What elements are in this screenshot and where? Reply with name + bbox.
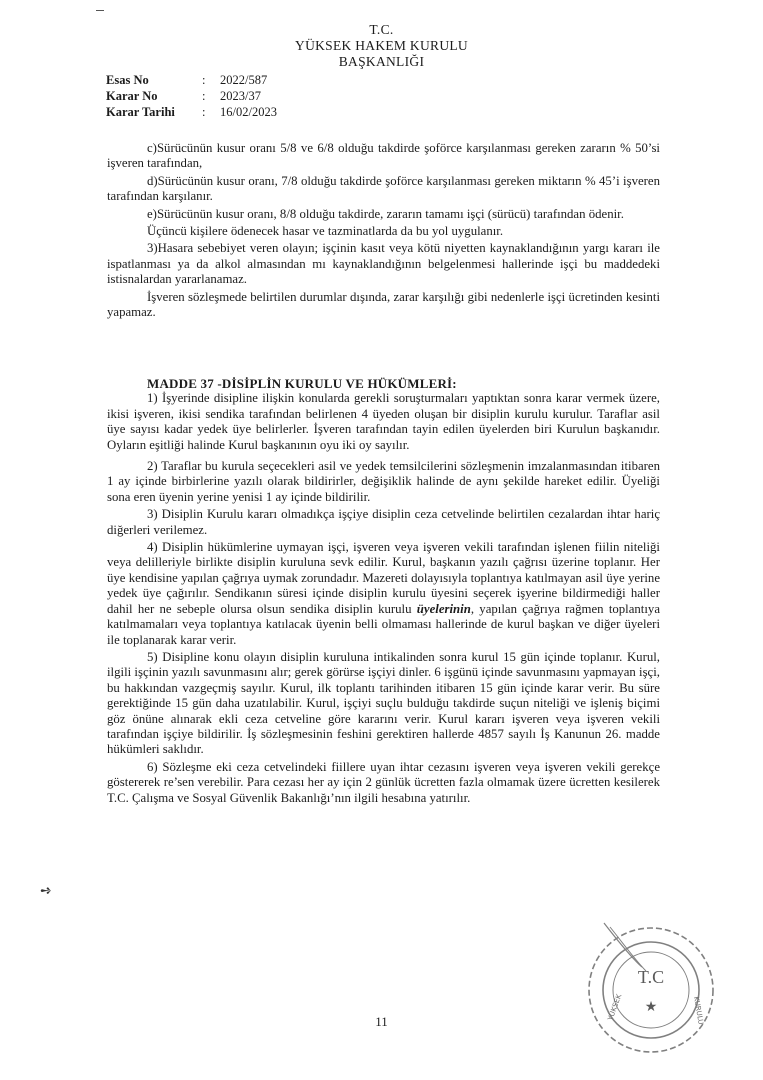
seal-center-text: T.C — [637, 967, 665, 987]
continued-clauses — [107, 141, 660, 320]
article-paragraph-4 — [107, 540, 660, 648]
page-number: 11 — [375, 1014, 388, 1029]
header-line-institution: YÜKSEK HAKEM KURULU — [295, 38, 468, 53]
article-paragraph-4-text: 4) Disiplin hükümlerine uymayan işçi, işveren veya işveren vekili tarafından işlenen fiilin niteliği veya delilleriyle birlikte disiplin kuruluna sevk edilir. Kurul, başkanın yazılı çağrısı üzerine toplanır. Her üye kendisine yapılan çağrıya uymak zorundadır. Mazereti dolayısıyla toplantıya katılmayan asil üye yerine yedek üye çağırılır. Sendikanın süresi içinde disiplin kurulu üyesini seçerek işyerine bildirmediği haller dahil her ne sebeple olursa olsun sendika disiplin kurulu — [107, 540, 660, 616]
header-line-presidency: BAŞKANLIĞI — [338, 54, 425, 69]
meta-separator: : — [202, 105, 206, 119]
scan-tick-mark — [96, 10, 104, 11]
meta-row-karar-tarihi — [106, 104, 277, 120]
meta-label: Karar No — [106, 89, 158, 103]
meta-row-esas — [106, 72, 277, 88]
clause-c: c)Sürücünün kusur oranı 5/8 ve 6/8 olduğu takdirde şoförce karşılanması gereken zararın % 50’si işveren tarafından, — [107, 141, 660, 171]
official-seal-stamp — [576, 915, 726, 1065]
article-paragraph-1: 1) İşyerinde disipline ilişkin konularda gerekli soruşturmaları yaptıktan sonra karar vermek üzere, ikisi işveren, ikisi sendika tarafından belirlenen 4 üyeden oluşan bir disiplin kurulu kurulur. Taraflar asil üye sayısı kadar yedek üye belirlerler. İşveren tarafından tayin edilen üyelerden biri Kurulun başkanıdır. Oyların eşitliği halinde Kurul başkanının oyu iki oy sayılır. — [107, 391, 660, 452]
seal-ring-text-left: YÜKSEK — [606, 993, 624, 1022]
meta-value: 16/02/2023 — [220, 105, 277, 119]
article-paragraph-5: 5) Disipline konu olayın disiplin kuruluna intikalinden sonra kurul 15 gün içinde toplanır. Kurul, ilgili işçinin yazılı savunmasını alır; gerek görürse işçiyi dinler. 6 işgünü içinde savunmasını yapmayan işçi, bu hakkından vazgeçmiş sayılır. Kurul, ilk toplantı tarihinden itibaren 15 gün içinde karar verir. Bu süre gerektiğinde 15 gün daha uzatılabilir. Kurul, işçiyi suçlu bulduğu takdirde suçun niteliği ve işleniş biçimi göz önüne alınarak ekli ceza cetveline göre kararını verir. Kurul kararı işveren veya işveren vekili tarafından işçiye bildirilir. İş sözleşmesinin feshini gerektiren hallerde 4857 sayılı İş Kanunun 26. madde hükümleri saklıdır. — [107, 649, 660, 757]
article-paragraph-6: 6) Sözleşme eki ceza cetvelindeki fiillere uyan ihtar cezasını işveren veya işveren vekili gerekçe göstererek re’sen verebilir. Para cezası her ay için 2 günlük ücretten fazla olmamak üzere ücretten kesilerek T.C. Çalışma ve Sosyal Güvenlik Bakanlığı’nın ilgili hesabına yatırılır. — [107, 759, 660, 805]
clause-e: e)Sürücünün kusur oranı, 8/8 olduğu takdirde, zararın tamamı işçi (sürücü) tarafından ödenir. — [147, 206, 624, 221]
article-heading: MADDE 37 -DİSİPLİN KURULU VE HÜKÜMLERİ: — [147, 376, 457, 391]
meta-row-karar — [106, 88, 277, 104]
meta-value: 2023/37 — [220, 89, 261, 103]
meta-separator: : — [202, 89, 206, 103]
margin-annotation-icon: ➺ — [40, 884, 52, 899]
article-paragraph-3: 3) Disiplin Kurulu kararı olmadıkça işçiye disiplin ceza cetvelinde belirtilen cezalardan ihtar hariç diğerleri verilemez. — [107, 507, 660, 537]
meta-label: Karar Tarihi — [106, 105, 175, 119]
seal-ring-text-right: KURULU — [692, 995, 705, 1026]
article-paragraph-4-text-end: , yapılan çağrıya rağmen toplantıya katılmamaları veya toplantıya katılacak üyenin belli olmaması hallerinde de kurul başkan ve diğer üyeleri ile toplanarak karar verir. — [107, 601, 660, 647]
case-meta — [106, 72, 277, 120]
clause-3: 3)Hasara sebebiyet veren olayın; işçinin kasıt veya kötü niyetten kaynaklandığının yargı kararı ile ispatlanması ya da alkol almasından mı kaynaklandığının belgelenmesi hallerinde işçi bu maddedeki istisnalardan yararlanamaz. — [107, 241, 660, 287]
third-party-clause: Üçüncü kişilere ödenecek hasar ve tazminatlarda da bu yol uygulanır. — [147, 224, 504, 239]
meta-label: Esas No — [106, 73, 149, 87]
meta-separator: : — [202, 73, 206, 87]
article-paragraph-4-emphasis: üyelerinin — [416, 601, 471, 616]
meta-value: 2022/587 — [220, 73, 268, 87]
document-header — [0, 22, 763, 70]
header-line-tc: T.C. — [369, 22, 394, 37]
article-paragraph-2: 2) Taraflar bu kurula seçecekleri asil ve yedek temsilcilerini sözleşmenin imzalanmasından itibaren 1 ay içinde birbirlerine yazılı olarak bildirirler, değişiklik halinde de aynı şekilde hareket edilir. Üyeliği sona eren üyenin yerine yenisi 1 ay içinde bildirilir. — [107, 459, 660, 504]
svg-text:★: ★ — [644, 999, 658, 1015]
deduction-clause: İşveren sözleşmede belirtilen durumlar dışında, zarar karşılığı gibi nedenlerle işçi ücretinden kesinti yapamaz. — [107, 289, 660, 320]
article-37 — [107, 376, 660, 806]
clause-d: d)Sürücünün kusur oranı, 7/8 olduğu takdirde şoförce karşılanması gereken miktarın % 45’i işveren tarafından karşılanır. — [107, 173, 660, 204]
